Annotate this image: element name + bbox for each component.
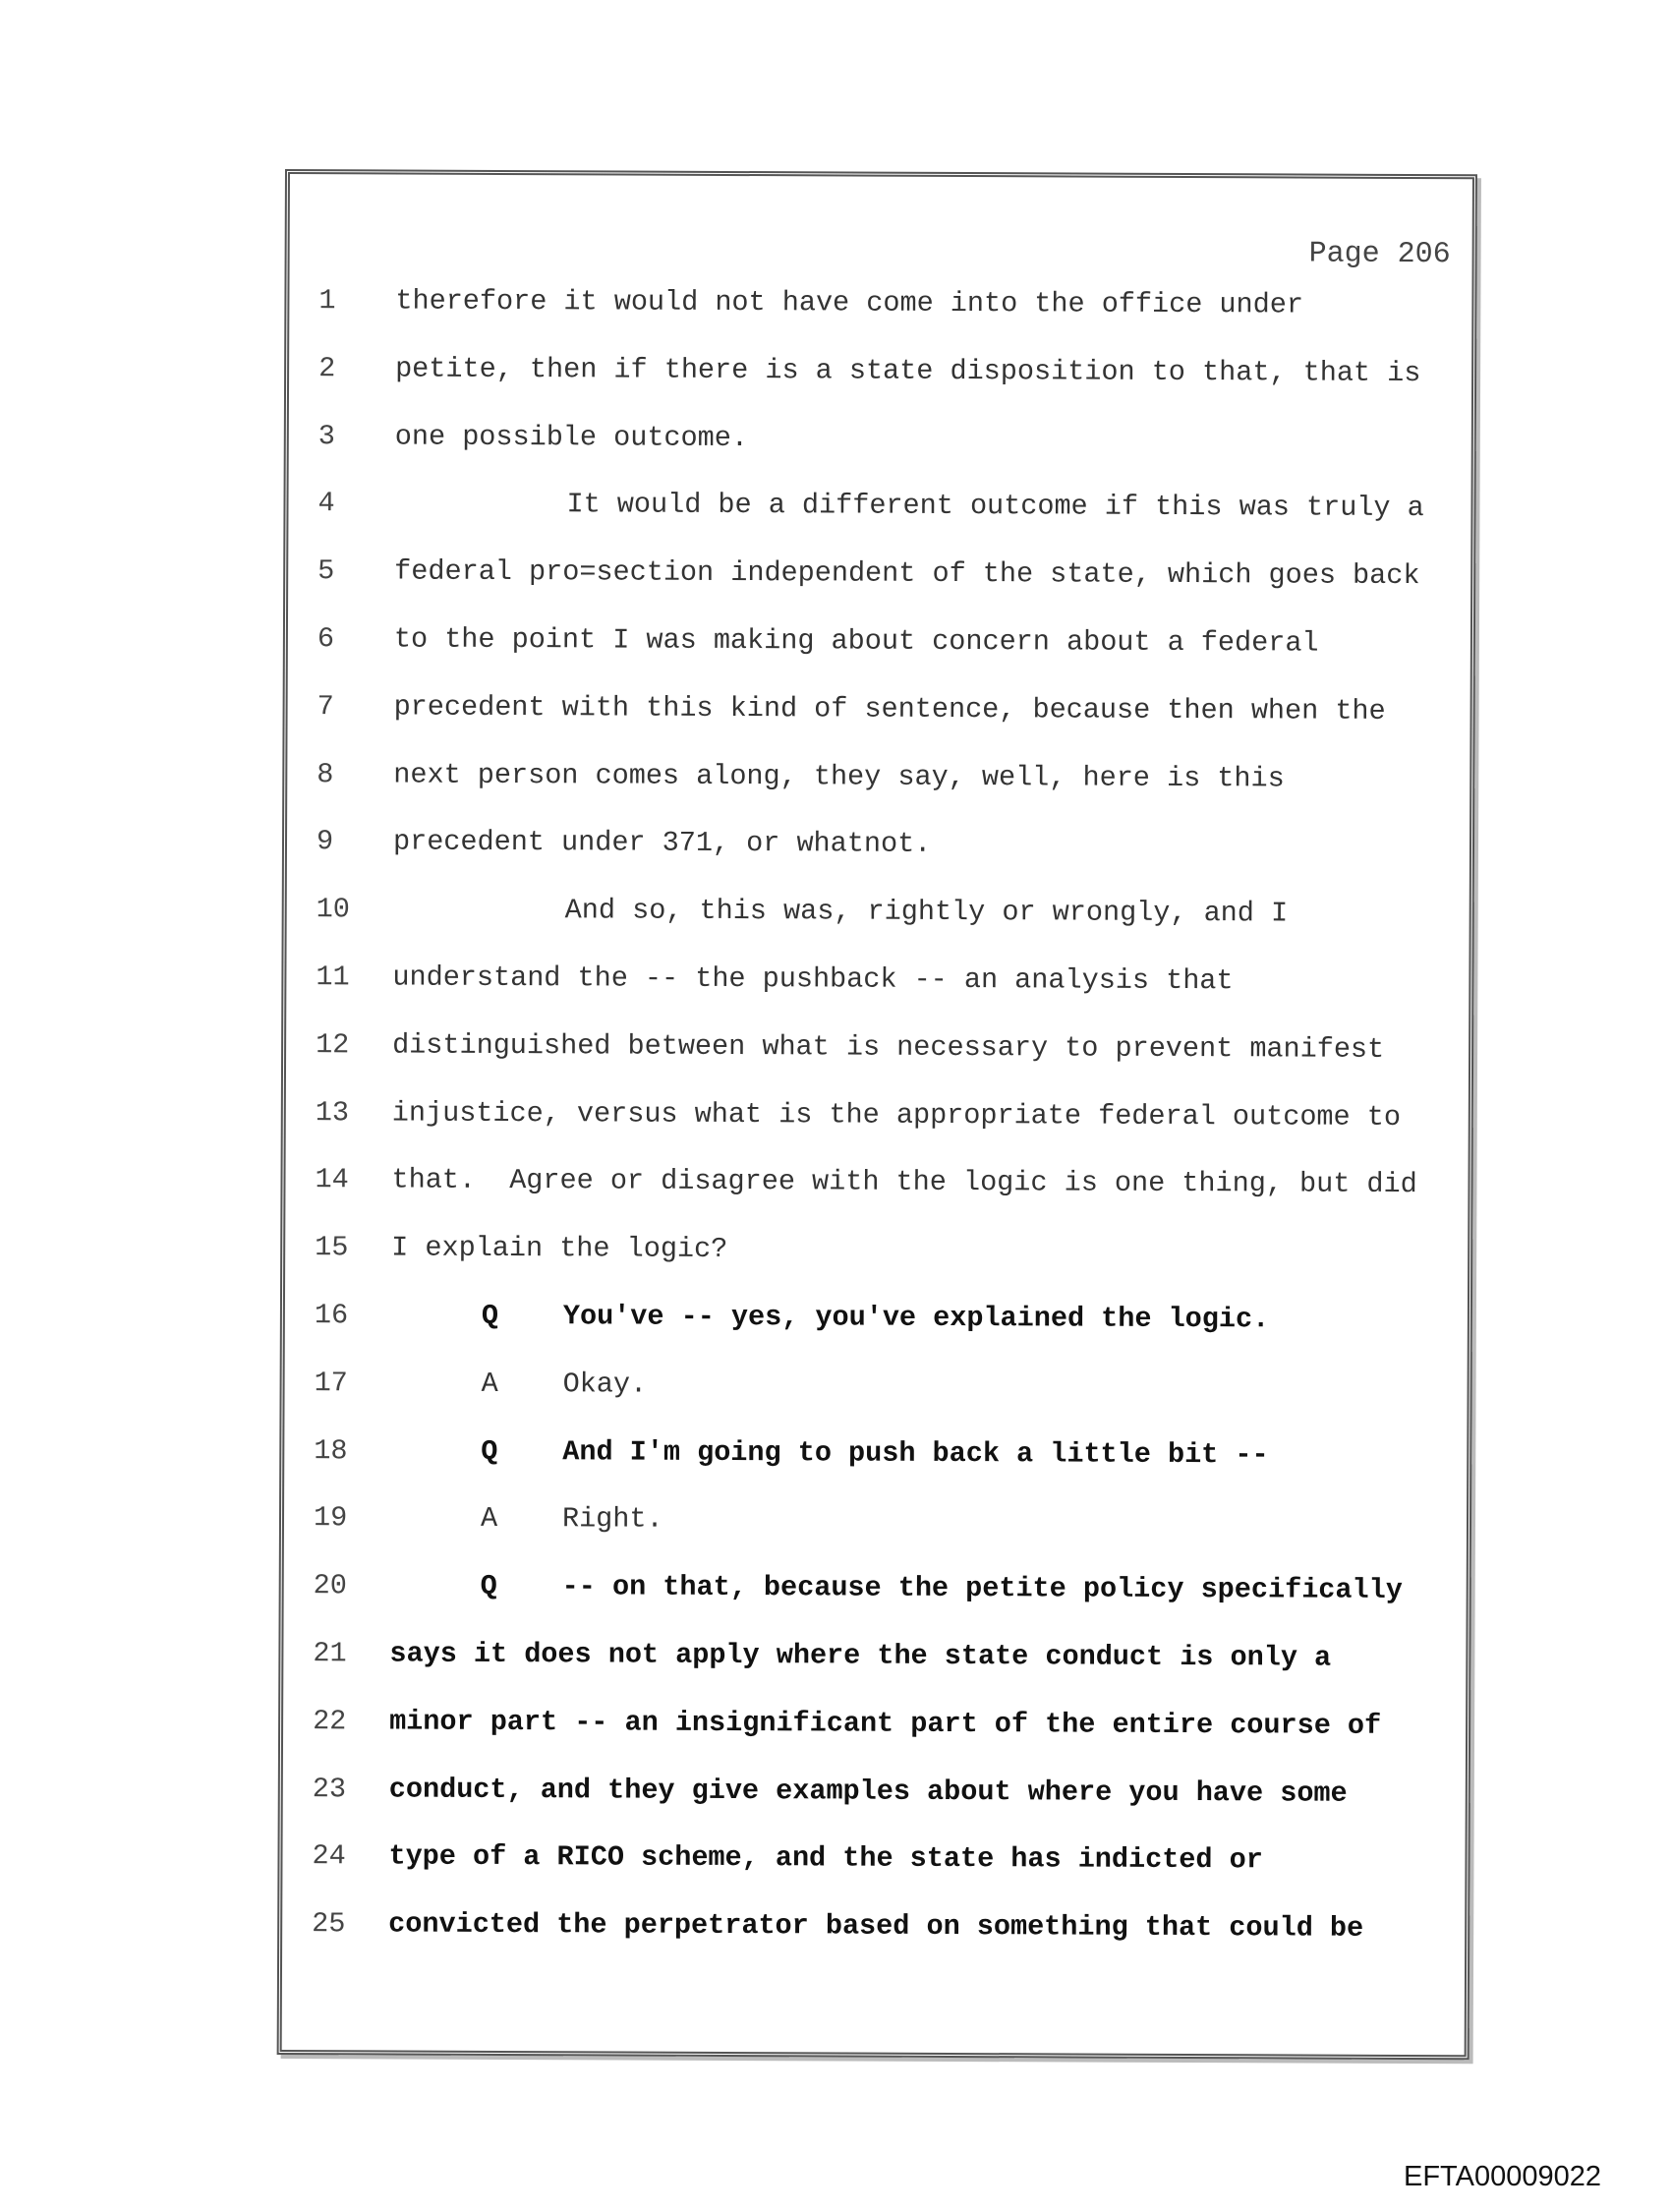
line-text: to the point I was making about concern about a federal: [393, 622, 1319, 660]
transcript-line: [284, 1501, 1467, 1545]
line-number: 6: [317, 622, 335, 656]
document-id: EFTA00009022: [1404, 2161, 1601, 2192]
line-text: understand the -- the pushback -- an analysis that: [392, 960, 1234, 998]
speaker-label: Q: [481, 1299, 499, 1332]
transcript-line: [284, 1434, 1467, 1479]
line-number: 13: [315, 1095, 350, 1129]
line-number: 1: [318, 284, 336, 318]
line-text: And I'm going to push back a little bit --: [562, 1434, 1269, 1471]
transcript-line: [287, 758, 1469, 802]
line-number: 11: [316, 960, 350, 994]
line-number: 14: [315, 1163, 349, 1196]
line-text: one possible outcome.: [394, 420, 749, 454]
line-number: 22: [313, 1704, 347, 1738]
line-text: minor part -- an insignificant part of the entire course of: [389, 1705, 1382, 1742]
line-number: 19: [313, 1501, 348, 1535]
line-number: 10: [316, 893, 351, 926]
page-number: Page 206: [1308, 237, 1451, 272]
line-number: 18: [314, 1433, 348, 1467]
transcript-line: [288, 554, 1470, 599]
line-number: 2: [318, 351, 336, 385]
line-number: 24: [312, 1839, 346, 1873]
line-number: 20: [313, 1569, 348, 1602]
line-number: 12: [316, 1027, 350, 1062]
speaker-label: A: [481, 1367, 498, 1400]
line-number: 9: [316, 825, 334, 858]
line-number: 7: [317, 689, 334, 724]
line-number: 15: [315, 1231, 349, 1264]
line-text: -- on that, because the petite policy specifically: [561, 1570, 1403, 1607]
transcript-line: [288, 690, 1470, 734]
transcript-line: [285, 1163, 1468, 1207]
line-number: 17: [314, 1366, 348, 1400]
line-text: Okay.: [562, 1368, 648, 1401]
line-text: distinguished between what is necessary to prevent manifest: [392, 1028, 1385, 1066]
line-number: 5: [317, 554, 335, 588]
transcript-line: [286, 1028, 1469, 1073]
line-number: 8: [317, 757, 334, 790]
line-text: convicted the perpetrator based on something that could be: [388, 1907, 1364, 1945]
speaker-label: A: [480, 1502, 498, 1536]
transcript-line: [289, 352, 1471, 396]
line-text: You've -- yes, you've explained the logic.: [562, 1300, 1270, 1336]
transcript-line: [283, 1637, 1466, 1681]
line-number: 23: [312, 1772, 347, 1805]
line-text: And so, this was, rightly or wrongly, and I: [564, 894, 1289, 930]
transcript-line: [283, 1705, 1466, 1749]
transcript-line: [286, 1096, 1469, 1140]
speaker-label: Q: [480, 1570, 497, 1603]
line-text: petite, then if there is a state disposition to that, that is: [395, 352, 1421, 389]
line-number: 3: [317, 419, 335, 452]
transcript-line: [288, 487, 1470, 531]
line-number: 21: [313, 1637, 347, 1670]
line-text: precedent under 371, or whatnot.: [392, 825, 932, 861]
transcript-line: [285, 1299, 1468, 1343]
speaker-label: Q: [481, 1434, 498, 1468]
line-text: says it does not apply where the state conduct is only a: [389, 1637, 1332, 1674]
transcript-line: [285, 1367, 1468, 1411]
transcript-line: [289, 284, 1471, 328]
line-text: next person comes along, they say, well, here is this: [393, 758, 1285, 795]
line-text: Right.: [561, 1502, 663, 1537]
transcript-page-frame: [277, 169, 1477, 2060]
transcript-line: [289, 420, 1471, 464]
line-number: 16: [314, 1299, 349, 1332]
line-text: conduct, and they give examples about where you have some: [388, 1773, 1348, 1810]
transcript-line: [284, 1569, 1467, 1613]
line-text: injustice, versus what is the appropriate federal outcome to: [391, 1096, 1402, 1134]
transcript-line: [285, 1231, 1468, 1275]
transcript-line: [282, 1907, 1465, 1951]
line-number: 25: [312, 1907, 346, 1941]
transcript-line: [288, 622, 1470, 667]
line-number: 4: [317, 487, 335, 520]
line-text: federal pro=section independent of the state, which goes back: [394, 554, 1420, 593]
line-text: precedent with this kind of sentence, because then when the: [393, 690, 1386, 728]
transcript-line: [287, 825, 1469, 869]
line-text: therefore it would not have come into the office under: [395, 284, 1304, 321]
line-text: that. Agree or disagree with the logic is one thing, but did: [391, 1163, 1417, 1201]
line-text: type of a RICO scheme, and the state has indicted or: [388, 1839, 1263, 1877]
line-text: I explain the logic?: [391, 1231, 728, 1266]
line-text: It would be a different outcome if this was truly a: [566, 488, 1424, 525]
transcript-line: [286, 960, 1469, 1005]
transcript-line: [282, 1839, 1465, 1884]
transcript-line: [287, 893, 1469, 937]
transcript-line: [283, 1773, 1466, 1817]
